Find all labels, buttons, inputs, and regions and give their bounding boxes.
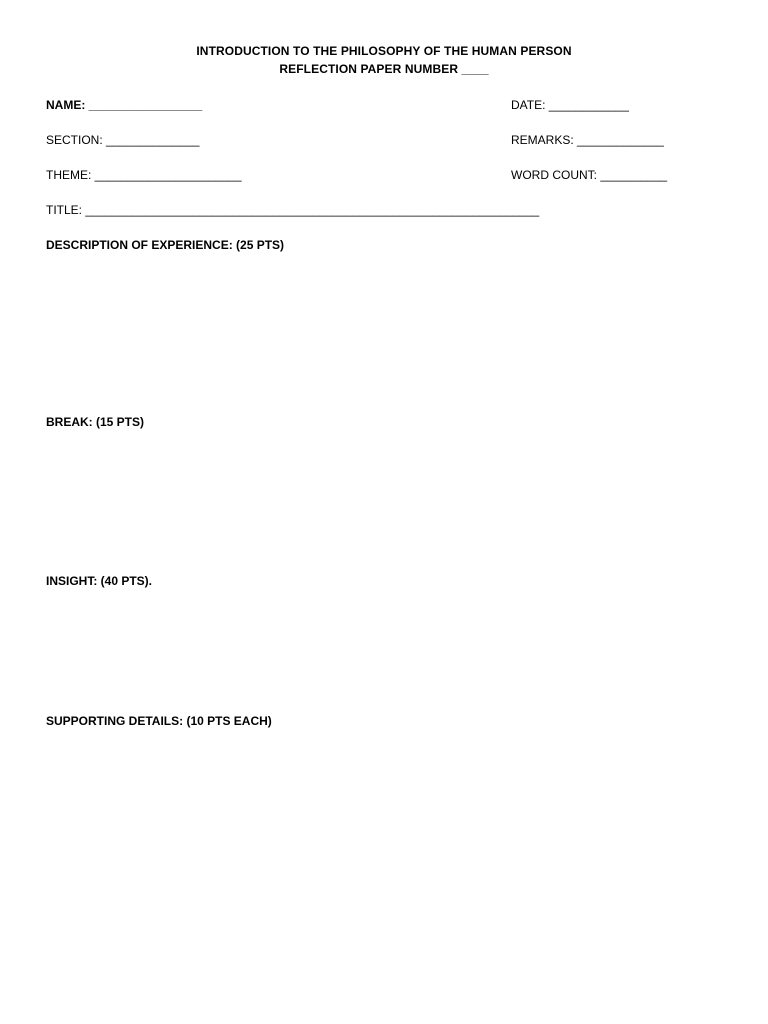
document-title: INTRODUCTION TO THE PHILOSOPHY OF THE HUMAN PERSON <box>196 44 572 58</box>
supporting-details-heading: SUPPORTING DETAILS: (10 PTS EACH) <box>46 714 272 728</box>
theme-field: THEME: ______________________ <box>46 168 242 182</box>
name-field: NAME: _________________ <box>46 98 203 112</box>
date-field: DATE: ____________ <box>511 98 629 112</box>
word-count-field: WORD COUNT: __________ <box>511 168 668 182</box>
description-heading: DESCRIPTION OF EXPERIENCE: (25 PTS) <box>46 238 285 252</box>
title-field: TITLE: ____________________________________________________________________ <box>46 203 540 217</box>
document-subtitle: REFLECTION PAPER NUMBER ____ <box>279 62 489 76</box>
remarks-field: REMARKS: _____________ <box>511 133 664 147</box>
section-field: SECTION: ______________ <box>46 133 200 147</box>
break-heading: BREAK: (15 PTS) <box>46 415 145 429</box>
insight-heading: INSIGHT: (40 PTS). <box>46 574 153 588</box>
